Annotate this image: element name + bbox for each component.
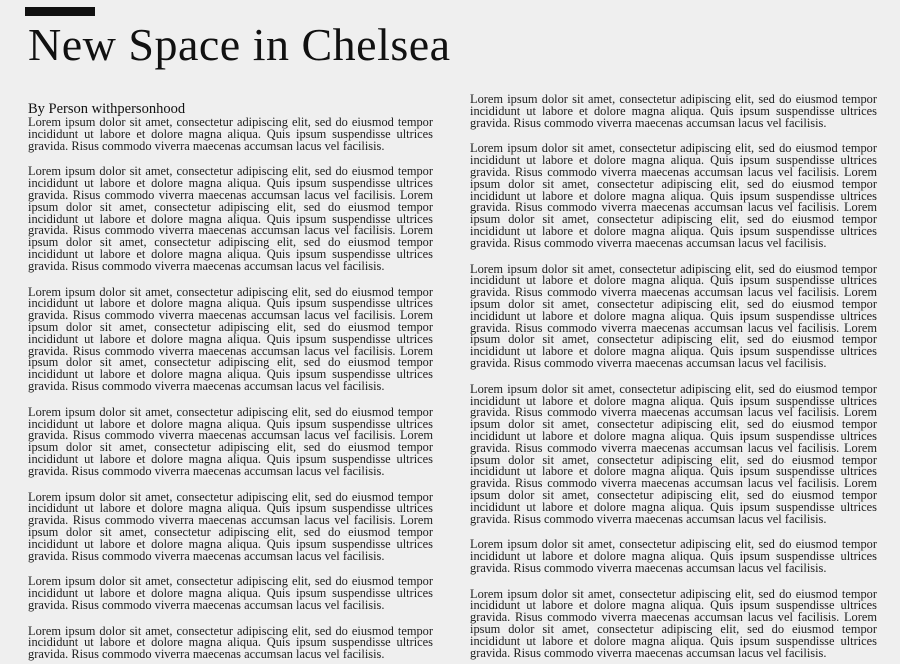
- top-clipped-content-bar: [25, 7, 95, 16]
- paragraph: Lorem ipsum dolor sit amet, consectetur adipiscing elit, sed do eiusmod tempor incididunt ut labore et dolore magna aliqua. Quis ipsum suspendisse ultrices gravida. Risus commodo viverra maecenas accumsan lacus vel facilisis.: [470, 537, 877, 575]
- article-left-column: [28, 0, 451, 664]
- paragraph-clipped: Lorem ipsum dolor sit amet, consectetur adipiscing elit, sed do eiusmod tempor incididunt ut labore et dolore magna aliqua. Quis ipsum suspendisse ultrices gravida. Risus commodo viverra maecenas accumsan lacus vel facilisis.: [28, 623, 433, 662]
- paragraph: Lorem ipsum dolor sit amet, consectetur adipiscing elit, sed do eiusmod tempor incididunt ut labore et dolore magna aliqua. Quis ipsum suspendisse ultrices gravida. Risus commodo viverra maecenas accumsan lacus vel facilisis. Lorem ipsum dolor sit amet, consectetur adipiscing elit, sed do eiusmod tempor incididunt ut labore et dolore magna aliqua. Quis ipsum suspendisse ultrices gravida. Risus commodo viverra maecenas accumsan lacus vel facilisis.: [470, 586, 877, 660]
- paragraph: Lorem ipsum dolor sit amet, consectetur adipiscing elit, sed do eiusmod tempor incididunt ut labore et dolore magna aliqua. Quis ipsum suspendisse ultrices gravida. Risus commodo viverra maecenas accumsan lacus vel facilisis. Lorem ipsum dolor sit amet, consectetur adipiscing elit, sed do eiusmod tempor incididunt ut labore et dolore magna aliqua. Quis ipsum suspendisse ultrices gravida. Risus commodo viverra maecenas accumsan lacus vel facilisis. Lorem ipsum dolor sit amet, consectetur adipiscing elit, sed do eiusmod tempor incididunt ut labore et dolore magna aliqua. Quis ipsum suspendisse ultrices gravida. Risus commodo viverra maecenas accumsan lacus vel facilisis.: [470, 261, 877, 370]
- paragraph: Lorem ipsum dolor sit amet, consectetur adipiscing elit, sed do eiusmod tempor incididunt ut labore et dolore magna aliqua. Quis ipsum suspendisse ultrices gravida. Risus commodo viverra maecenas accumsan lacus vel facilisis.: [470, 92, 877, 130]
- paragraph: Lorem ipsum dolor sit amet, consectetur adipiscing elit, sed do eiusmod tempor incididunt ut labore et dolore magna aliqua. Quis ipsum suspendisse ultrices gravida. Risus commodo viverra maecenas accumsan lacus vel facilisis.: [28, 574, 433, 612]
- paragraph: Lorem ipsum dolor sit amet, consectetur adipiscing elit, sed do eiusmod tempor incididunt ut labore et dolore magna aliqua. Quis ipsum suspendisse ultrices gravida. Risus commodo viverra maecenas accumsan lacus vel facilisis. Lorem ipsum dolor sit amet, consectetur adipiscing elit, sed do eiusmod tempor incididunt ut labore et dolore magna aliqua. Quis ipsum suspendisse ultrices gravida. Risus commodo viverra maecenas accumsan lacus vel facilisis. Lorem ipsum dolor sit amet, consectetur adipiscing elit, sed do eiusmod tempor incididunt ut labore et dolore magna aliqua. Quis ipsum suspendisse ultrices gravida. Risus commodo viverra maecenas accumsan lacus vel facilisis.: [28, 284, 433, 393]
- paragraph: Lorem ipsum dolor sit amet, consectetur adipiscing elit, sed do eiusmod tempor incididunt ut labore et dolore magna aliqua. Quis ipsum suspendisse ultrices gravida. Risus commodo viverra maecenas accumsan lacus vel facilisis. Lorem ipsum dolor sit amet, consectetur adipiscing elit, sed do eiusmod tempor incididunt ut labore et dolore magna aliqua. Quis ipsum suspendisse ultrices gravida. Risus commodo viverra maecenas accumsan lacus vel facilisis.: [28, 489, 433, 563]
- paragraph: Lorem ipsum dolor sit amet, consectetur adipiscing elit, sed do eiusmod tempor incididunt ut labore et dolore magna aliqua. Quis ipsum suspendisse ultrices gravida. Risus commodo viverra maecenas accumsan lacus vel facilisis. Lorem ipsum dolor sit amet, consectetur adipiscing elit, sed do eiusmod tempor incididunt ut labore et dolore magna aliqua. Quis ipsum suspendisse ultrices gravida. Risus commodo viverra maecenas accumsan lacus vel facilisis.: [28, 404, 433, 478]
- byline: By Person withpersonhood: [28, 101, 186, 117]
- paragraph: Lorem ipsum dolor sit amet, consectetur adipiscing elit, sed do eiusmod tempor incididunt ut labore et dolore magna aliqua. Quis ipsum suspendisse ultrices gravida. Risus commodo viverra maecenas accumsan lacus vel facilisis. Lorem ipsum dolor sit amet, consectetur adipiscing elit, sed do eiusmod tempor incididunt ut labore et dolore magna aliqua. Quis ipsum suspendisse ultrices gravida. Risus commodo viverra maecenas accumsan lacus vel facilisis. Lorem ipsum dolor sit amet, consectetur adipiscing elit, sed do eiusmod tempor incididunt ut labore et dolore magna aliqua. Quis ipsum suspendisse ultrices gravida. Risus commodo viverra maecenas accumsan lacus vel facilisis. Lorem ipsum dolor sit amet, consectetur adipiscing elit, sed do eiusmod tempor incididunt ut labore et dolore magna aliqua. Quis ipsum suspendisse ultrices gravida. Risus commodo viverra maecenas accumsan lacus vel facilisis.: [470, 381, 877, 526]
- article-right-column: [470, 0, 877, 664]
- page-title: New Space in Chelsea: [28, 19, 451, 70]
- article-columns: [28, 0, 877, 664]
- paragraph: Lorem ipsum dolor sit amet, consectetur adipiscing elit, sed do eiusmod tempor incididunt ut labore et dolore magna aliqua. Quis ipsum suspendisse ultrices gravida. Risus commodo viverra maecenas accumsan lacus vel facilisis.: [28, 115, 433, 153]
- paragraph: Lorem ipsum dolor sit amet, consectetur adipiscing elit, sed do eiusmod tempor incididunt ut labore et dolore magna aliqua. Quis ipsum suspendisse ultrices gravida. Risus commodo viverra maecenas accumsan lacus vel facilisis. Lorem ipsum dolor sit amet, consectetur adipiscing elit, sed do eiusmod tempor incididunt ut labore et dolore magna aliqua. Quis ipsum suspendisse ultrices gravida. Risus commodo viverra maecenas accumsan lacus vel facilisis. Lorem ipsum dolor sit amet, consectetur adipiscing elit, sed do eiusmod tempor incididunt ut labore et dolore magna aliqua. Quis ipsum suspendisse ultrices gravida. Risus commodo viverra maecenas accumsan lacus vel facilisis.: [28, 164, 433, 273]
- paragraph: Lorem ipsum dolor sit amet, consectetur adipiscing elit, sed do eiusmod tempor incididunt ut labore et dolore magna aliqua. Quis ipsum suspendisse ultrices gravida. Risus commodo viverra maecenas accumsan lacus vel facilisis. Lorem ipsum dolor sit amet, consectetur adipiscing elit, sed do eiusmod tempor incididunt ut labore et dolore magna aliqua. Quis ipsum suspendisse ultrices gravida. Risus commodo viverra maecenas accumsan lacus vel facilisis. Lorem ipsum dolor sit amet, consectetur adipiscing elit, sed do eiusmod tempor incididunt ut labore et dolore magna aliqua. Quis ipsum suspendisse ultrices gravida. Risus commodo viverra maecenas accumsan lacus vel facilisis.: [470, 141, 877, 250]
